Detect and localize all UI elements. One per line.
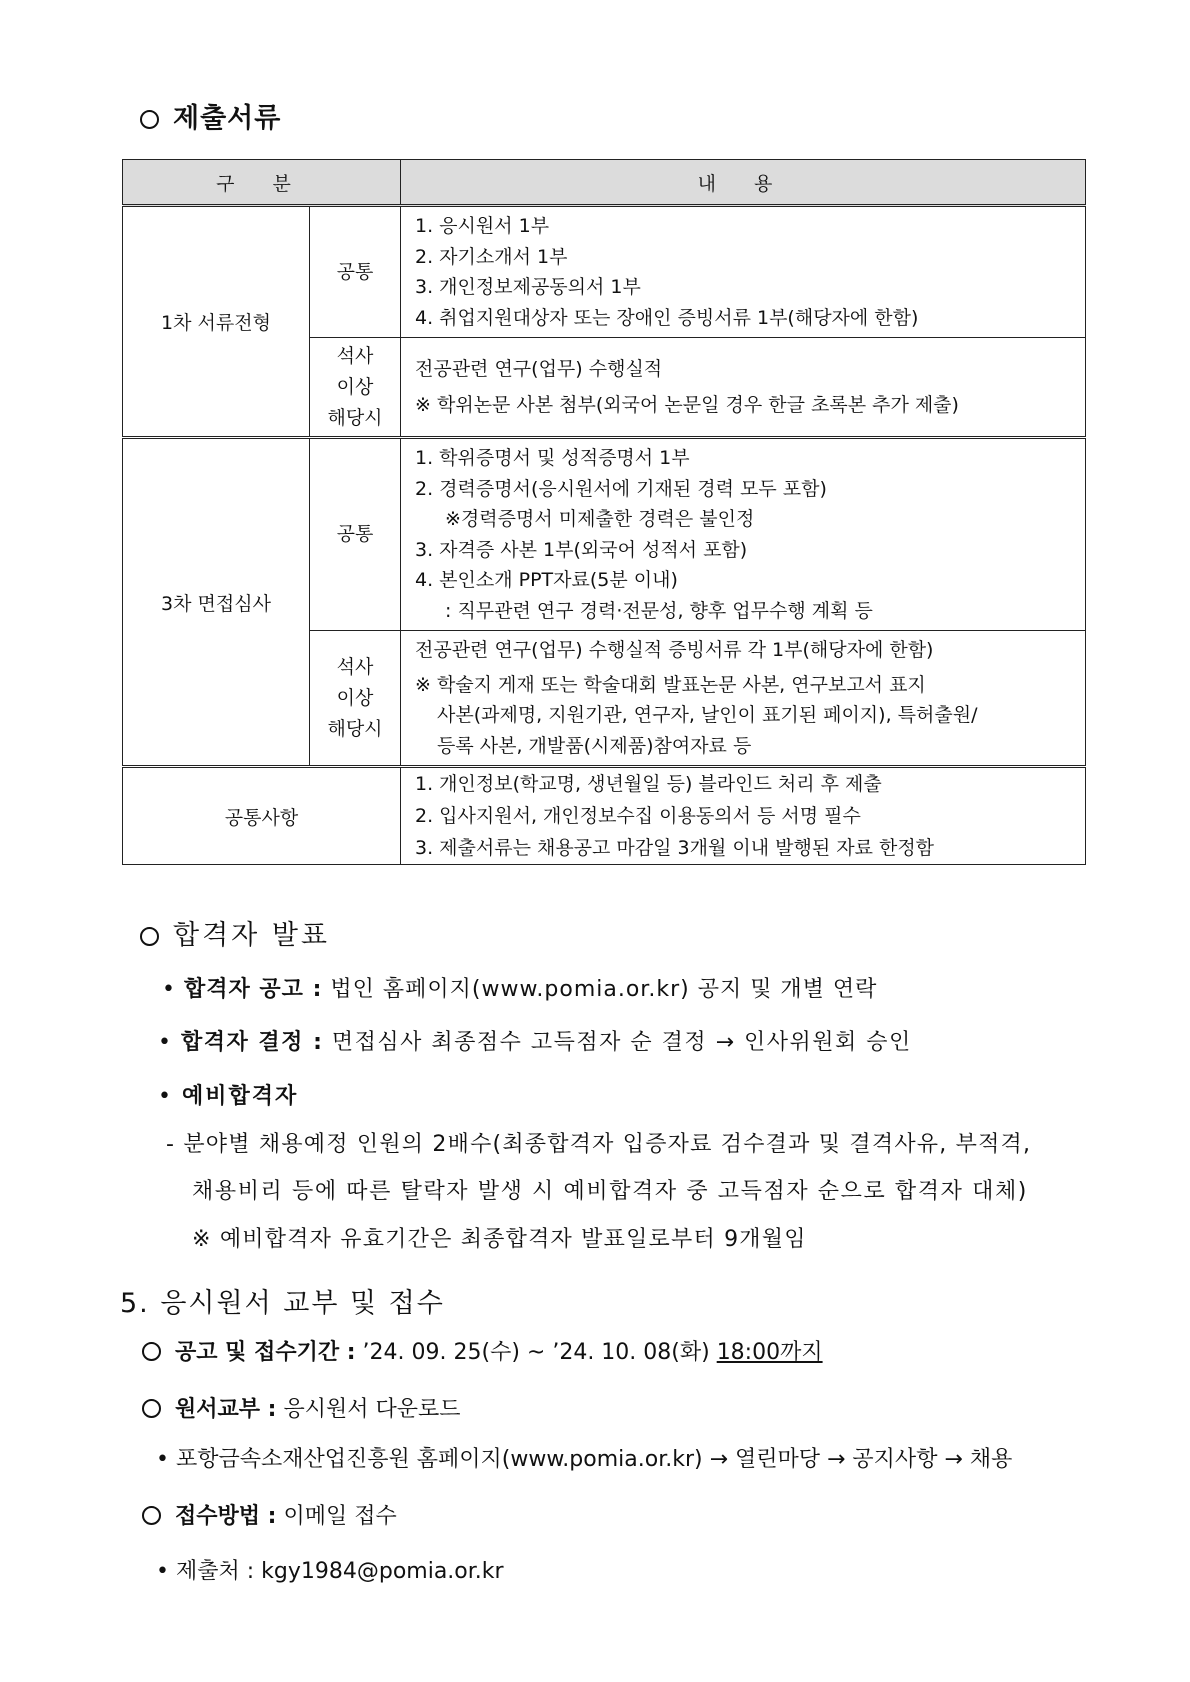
stage1-master-items: 전공관련 연구(업무) 수행실적 ※ 학위논문 사본 첨부(외국어 논문일 경우 한글 초록본 추가 제출) xyxy=(401,338,1086,438)
stage3-common-label: 공통 xyxy=(310,438,401,631)
stage3-common-items: 1. 학위증명서 및 성적증명서 1부 2. 경력증명서(응시원서에 기재된 경력 모두 포함) ※경력증명서 미제출한 경력은 불인정 3. 자격증 사본 1부(외국어 성적서 포함) 4. 본인소개 PPT자료(5분 이내) : 직무관련 연구 경력·전문성, 향후 업무수행 계획 등 xyxy=(401,438,1086,631)
stage1-common-items: 1. 응시원서 1부 2. 자기소개서 1부 3. 개인정보제공동의서 1부 4. 취업지원대상자 또는 장애인 증빙서류 1부(해당자에 한함) xyxy=(401,206,1086,338)
stage1-common-label: 공통 xyxy=(310,206,401,338)
circle-bullet-icon xyxy=(142,1342,161,1361)
apply-submit: • 제출처 : kgy1984@pomia.or.kr xyxy=(156,1559,504,1584)
pass-reserve-note: ※ 예비합격자 유효기간은 최종합격자 발표일로부터 9개월임 xyxy=(192,1227,807,1252)
pass-reserve: • 예비합격자 xyxy=(158,1084,299,1109)
bullet-dot-icon: • xyxy=(156,1447,176,1472)
bullet-dot-icon: • xyxy=(158,1084,182,1109)
bullet-dot-icon: • xyxy=(158,1030,181,1055)
header-content: 내 용 xyxy=(401,160,1086,206)
stage1-master-label: 석사 이상 해당시 xyxy=(310,338,401,438)
circle-bullet-icon xyxy=(140,110,159,129)
section-apply-title: 5. 응시원서 교부 및 접수 xyxy=(120,1288,445,1319)
stage3-label: 3차 면접심사 xyxy=(123,438,310,767)
stage3-master-items: 전공관련 연구(업무) 수행실적 증빙서류 각 1부(해당자에 한함) ※ 학술지 게재 또는 학술대회 발표논문 사본, 연구보고서 표지 사본(과제명, 지원기관, 연구자, 날인이 표기된 페이지), 특허출원/ 등록 사본, 개발품(시제품)참여자료 등 xyxy=(401,631,1086,767)
bullet-dot-icon: • xyxy=(162,977,184,1002)
apply-form-path: • 포항금속소재산업진흥원 홈페이지(www.pomia.or.kr) → 열린마당 → 공지사항 → 채용 xyxy=(156,1447,1013,1472)
documents-table xyxy=(122,159,1086,865)
pass-notice: • 합격자 공고 : 법인 홈페이지(www.pomia.or.kr) 공지 및 개별 연락 xyxy=(162,977,878,1002)
table-row xyxy=(123,206,1086,338)
section-pass-title: 합격자 발표 xyxy=(140,913,330,952)
table-row xyxy=(123,767,1086,865)
apply-form: 원서교부 : 응시원서 다운로드 xyxy=(142,1392,460,1423)
common-items: 1. 개인정보(학교명, 생년월일 등) 블라인드 처리 후 제출 2. 입사지원서, 개인정보수집 이용동의서 등 서명 필수 3. 제출서류는 채용공고 마감일 3개월 이내 발행된 자료 한정함 xyxy=(401,767,1086,865)
common-label: 공통사항 xyxy=(123,767,401,865)
table-header xyxy=(123,160,1086,206)
apply-period: 공고 및 접수기간 : ’24. 09. 25(수) ~ ’24. 10. 08(화) 18:00까지 xyxy=(142,1335,823,1366)
pass-decision: • 합격자 결정 : 면접심사 최종점수 고득점자 순 결정 → 인사위원회 승인 xyxy=(158,1030,912,1055)
circle-bullet-icon xyxy=(142,1506,161,1525)
bullet-dot-icon: • xyxy=(156,1559,176,1584)
apply-method: 접수방법 : 이메일 접수 xyxy=(142,1499,397,1530)
stage3-master-label: 석사 이상 해당시 xyxy=(310,631,401,767)
circle-bullet-icon xyxy=(140,927,159,946)
pass-reserve-line2: 채용비리 등에 따른 탈락자 발생 시 예비합격자 중 고득점자 순으로 합격자 대체) xyxy=(192,1179,1028,1204)
stage1-label: 1차 서류전형 xyxy=(123,206,310,438)
table-row xyxy=(123,438,1086,631)
header-category: 구 분 xyxy=(123,160,401,206)
circle-bullet-icon xyxy=(142,1399,161,1418)
pass-reserve-line1: - 분야별 채용예정 인원의 2배수(최종합격자 입증자료 검수결과 및 결격사유, 부적격, xyxy=(166,1132,1032,1157)
section-docs-title: 제출서류 xyxy=(140,96,281,135)
